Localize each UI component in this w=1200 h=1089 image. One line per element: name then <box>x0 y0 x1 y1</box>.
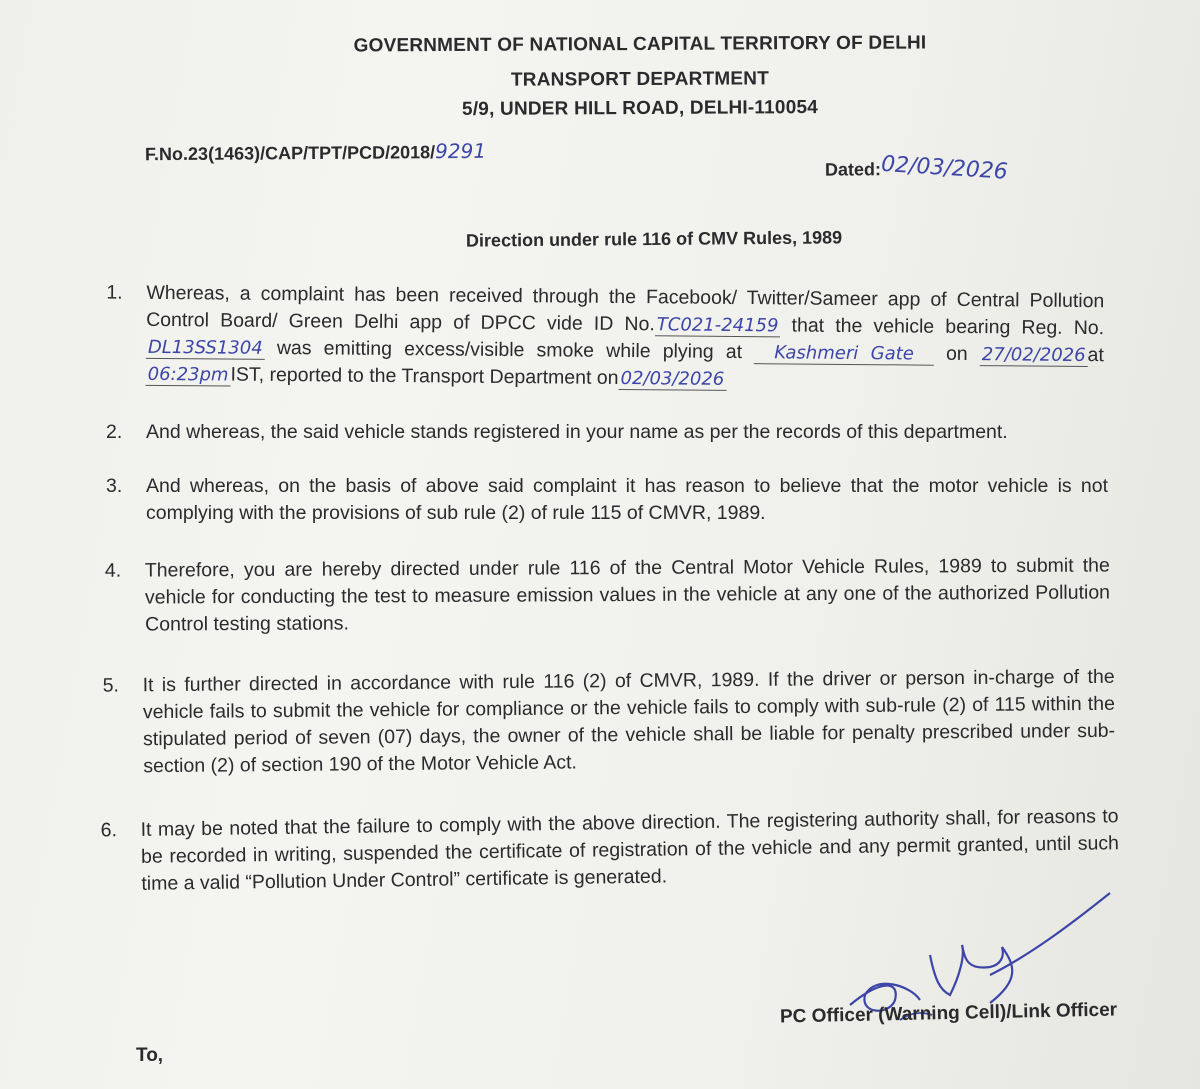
place-handwritten: Kashmeri Gate <box>754 342 934 366</box>
document-title: Direction under rule 116 of CMV Rules, 1989 <box>465 227 843 251</box>
paragraph-number: 1. <box>106 281 123 304</box>
file-number-label: F.No.23(1463)/CAP/TPT/PCD/2018/ <box>144 142 436 165</box>
paragraph-1 <box>106 280 1105 396</box>
paragraph-number: 6. <box>100 819 118 842</box>
text-segment: at <box>1087 344 1104 367</box>
text-segment: on <box>933 342 980 366</box>
paragraph-4 <box>104 552 1111 638</box>
paragraph-number: 3. <box>106 475 123 497</box>
paragraph-text: It is further directed in accordance with rule 116 (2) of CMVR, 1989. If the driver or person in-charge of the vehicle fails to submit the vehicle for compliance or the vehicle fails to comply with sub-rule (2) of 115 within the stipulated period of seven (07) days, the owner of the vehicle shall be liable for penalty prescribed under sub- section (2) of section 190 of the Motor Vehicle Act. <box>142 665 1116 778</box>
file-number <box>145 139 486 165</box>
paragraph-text <box>146 280 1105 396</box>
paragraph-number: 4. <box>104 559 122 582</box>
header-line-government: GOVERNMENT OF NATIONAL CAPITAL TERRITORY OF DELHI <box>353 32 927 57</box>
signatory-designation: PC Officer (Warning Cell)/Link Officer <box>779 999 1118 1028</box>
paragraph-text: It may be noted that the failure to comply with the above direction. The registering authority shall, for reasons to be recorded in writing, suspended the certificate of registration of the vehicle and any permit granted, until such time a valid “Pollution Under Control” certificate is generated. <box>140 805 1120 895</box>
paragraph-text: And whereas, on the basis of above said complaint it has reason to believe that the motor vehicle is not complying with the provisions of sub rule (2) of rule 115 of CMVR, 1989. <box>146 475 1108 524</box>
incident-time-handwritten: 06:23pm <box>146 364 231 387</box>
reg-no-handwritten: DL13SS1304 <box>146 337 265 360</box>
paragraph-2 <box>106 419 1104 446</box>
complaint-id-handwritten: TC021-24159 <box>655 314 781 337</box>
paragraph-number: 2. <box>106 421 123 443</box>
paragraph-text: And whereas, the said vehicle stands registered in your name as per the records of this department. <box>146 421 1008 443</box>
text-segment: IST, reported to the Transport Department on <box>230 363 619 389</box>
text-segment: that the vehicle bearing Reg. No. <box>780 314 1105 340</box>
incident-date-handwritten: 27/02/2026 <box>980 344 1088 367</box>
header-line-department: TRANSPORT DEPARTMENT <box>510 68 770 91</box>
text-segment: Whereas, a complaint has been received through the Facebook/ Twitter/Sameer app of Central Pollution Control Board/ Green Delhi app of DPCC vide ID No. <box>146 281 1105 336</box>
text-segment: was emitting excess/visible smoke while plying at <box>264 336 755 364</box>
header-line-address: 5/9, UNDER HILL ROAD, DELHI-110054 <box>461 97 819 120</box>
file-number-handwritten: 9291 <box>435 138 487 164</box>
paragraph-number: 5. <box>102 674 120 697</box>
paragraph-6 <box>100 803 1120 898</box>
paragraph-text: Therefore, you are hereby directed under rule 116 of the Central Motor Vehicle Rules, 1989 to submit the vehicle for conducting the test to measure emission values in the vehicle at any one of the authorized Pollution Control testing stations. <box>144 554 1111 636</box>
dated-handwritten: 02/03/2026 <box>880 151 1009 185</box>
addressee-to: To, <box>136 1045 164 1066</box>
paragraph-3 <box>106 473 1108 527</box>
dated <box>824 151 1009 185</box>
report-date-handwritten: 02/03/2026 <box>618 368 726 391</box>
dated-label: Dated: <box>824 159 882 180</box>
paragraph-5 <box>102 664 1116 780</box>
